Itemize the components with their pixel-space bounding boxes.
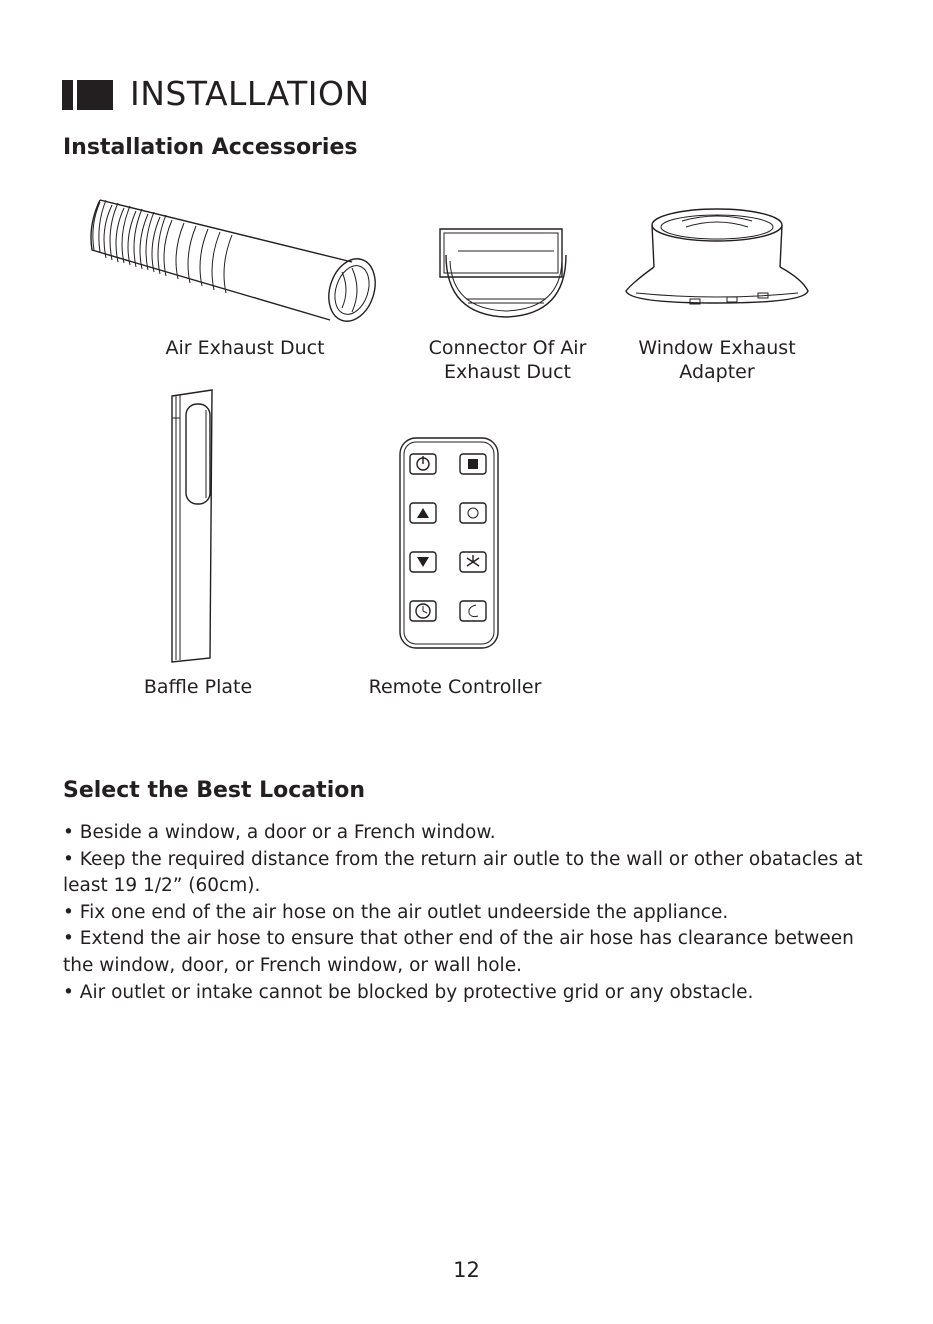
caption-window-adapter-line1: Window Exhaust [638, 337, 796, 359]
caption-air-exhaust-duct: Air Exhaust Duct [165, 337, 325, 359]
sleep-icon [460, 601, 486, 621]
location-bullet: • Beside a window, a door or a French window. [63, 822, 496, 843]
air-exhaust-duct-illustration [80, 190, 380, 330]
caption-window-adapter-line2: Adapter [679, 361, 755, 383]
accessories-heading: Installation Accessories [63, 135, 358, 160]
location-bullet: • Fix one end of the air hose on the air outlet undeerside the appliance. [63, 901, 729, 923]
fan-icon [460, 552, 486, 572]
location-bullet: • Extend the air hose to ensure that other end of the air hose has clearance between the window, door, or French window, or wall hole. [63, 928, 854, 976]
title-marker [62, 80, 113, 110]
location-bullet: • Air outlet or intake cannot be blocked by protective grid or any obstacle. [63, 981, 754, 1003]
page-title: INSTALLATION [130, 74, 370, 113]
caption-connector-line1: Connector Of Air [428, 337, 587, 359]
caption-baffle-plate: Baffle Plate [143, 676, 253, 698]
remote-controller-illustration [398, 436, 502, 652]
timer-icon [410, 601, 436, 621]
title-marker-bar [62, 80, 73, 110]
power-icon [410, 454, 436, 474]
location-bullet-list [63, 820, 883, 1006]
swing-icon [460, 503, 486, 523]
page-number: 12 [453, 1258, 480, 1282]
caption-connector-line2: Exhaust Duct [444, 361, 571, 383]
title-marker-block [77, 80, 113, 110]
baffle-plate-illustration [168, 388, 220, 664]
mode-icon [460, 454, 486, 474]
caption-remote-controller: Remote Controller [368, 676, 542, 698]
location-bullet: • Keep the required distance from the return air outle to the wall or other obatacles at least 19 1/2” (60cm). [63, 848, 863, 897]
connector-illustration [436, 225, 576, 325]
up-arrow-icon [410, 503, 436, 523]
window-adapter-illustration [622, 205, 812, 310]
location-heading: Select the Best Location [63, 778, 366, 803]
down-arrow-icon [410, 552, 436, 572]
